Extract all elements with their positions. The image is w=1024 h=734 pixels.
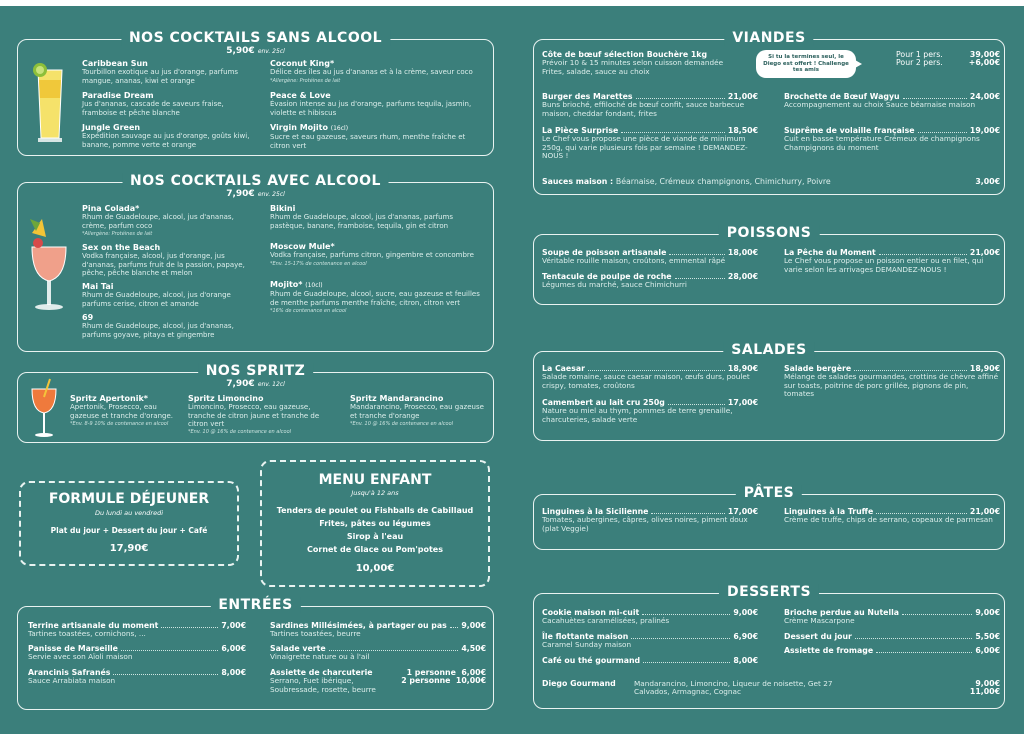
section-title: DESSERTS [719,584,819,600]
menu-item: Coconut King* Délice des îles au jus d'ananas et à la crème, saveur coco *Allergène: Protéines de lait [270,59,473,84]
salades-section [533,342,1005,441]
formule-subtitle: Du lundi au vendredi [94,509,164,517]
price-line [18,189,493,199]
menu-item: Spritz Mandarancino Mandarancino, Prosecco, eau gazeuse et tranche d'orange *Env. 10 @ 16% de contenance en alcool [350,394,484,427]
section-title: NOS COCKTAILS AVEC ALCOOL [122,173,389,189]
formule-title: FORMULE DÉJEUNER [48,491,210,507]
pink-cocktail-illustration [26,213,72,317]
menu-item: Linguines à la Truffe 21,00€ Crème de truffe, chips de serrano, copeaux de parmesan [784,507,1000,525]
viandes-section [533,30,1005,195]
menu-item: Mai Tai Rhum de Guadeloupe, alcool, jus d'orange parfums cerise, citron et amande [82,282,231,308]
menu-item: Cookie maison mi-cuit 9,00€ Cacahuètes caramélisées, pralinés [542,608,758,626]
enfant-title: MENU ENFANT [318,472,432,488]
menu-item: Soupe de poisson artisanale 18,00€ Véritable rouille maison, croûtons, emmental râpé [542,248,758,266]
section-title: SALADES [723,342,814,358]
menu-item: 69 Rhum de Guadeloupe, alcool, jus d'ananas, parfums goyave, pitaya et gingembre [82,313,234,339]
menu-item: Peace & Love Évasion intense au jus d'orange, parfums tequila, jasmin, violette et hibiscus [270,91,472,117]
enfant-line: Tenders de poulet ou Fishballs de Cabillaud [276,506,474,515]
yellow-cocktail-illustration [30,58,70,146]
desserts-section [533,584,1005,709]
menu-item: Sex on the Beach Vodka française, alcool, jus d'orange, jus d'ananas, parfums fruit de la passion, papaye, pêche, pêche blanche et melon [82,243,245,277]
price: 7,90€ [226,379,255,389]
menu-item: Linguines à la Sicilienne 17,00€ Tomates, aubergines, câpres, olives noires, piment doux (plat Veggie) [542,507,758,533]
menu-item: Bikini Rhum de Guadeloupe, alcool, jus d'ananas, parfums pastèque, banane, framboise, tequila, gin et citron [270,204,454,230]
section-title: NOS COCKTAILS SANS ALCOOL [121,30,390,46]
section-title: POISSONS [719,225,820,241]
cocktails-avec-alcool-section [17,173,494,352]
menu-item: Assiette de fromage 6,00€ [784,646,1000,655]
price-line [18,379,493,389]
menu-item: Dessert du jour 5,50€ [784,632,1000,641]
menu-item: Suprême de volaille française 19,00€ Cuit en basse température Crémeux de champignons Champignons du moment [784,126,1000,152]
menu-item: Mojito* (10cl) Rhum de Guadeloupe, alcool, sucre, eau gazeuse et feuilles de menthe parfums menthe fraîche, citron, citron vert *16% de contenance en alcool [270,280,480,314]
menu-item: Sardines Millésimées, à partager ou pas 9,00€ Tartines toastées, beurre [270,621,486,639]
cote-prices: Pour 1 pers. 39,00€ Pour 2 pers. +6,00€ [896,50,1000,68]
top-border [0,0,1024,6]
menu-item: Brioche perdue au Nutella 9,00€ Crème Mascarpone [784,608,1000,626]
entrees-section [17,597,494,710]
menu-item: Moscow Mule* Vodka française, parfums citron, gingembre et concombre *Env. 15-17% de contenance en alcool [270,242,474,267]
menu-item: La Pêche du Moment 21,00€ Le Chef vous propose un poisson entier ou en filet, qui varie selon les arrivages DEMANDEZ-NOUS ! [784,248,1000,274]
formule-price: 17,90€ [109,543,149,554]
menu-item: Arancinis Safranés 8,00€ Sauce Arrabiata maison [28,668,246,686]
sauces-line: Sauces maison : Béarnaise, Crémeux champignons, Chimichurry, Poivre 3,00€ [542,177,1000,186]
volume: env. 25cl [257,191,285,198]
formule-content: Plat du jour + Dessert du jour + Café [50,526,208,535]
menu-item: Salade verte 4,50€ Vinaigrette nature ou à l'ail [270,644,486,662]
menu-item: Virgin Mojito (16cl) Sucre et eau gazeuse, saveurs rhum, menthe fraîche et citron vert [270,123,466,150]
formule-dejeuner-box [19,481,239,566]
enfant-line: Frites, pâtes ou légumes [319,519,431,528]
volume: env. 12cl [257,381,285,388]
poissons-section [533,225,1005,305]
menu-enfant-box [260,460,490,587]
section-title: VIANDES [724,30,813,46]
menu-item: Pina Colada* Rhum de Guadeloupe, alcool, jus d'ananas, crème, parfum coco *Allergène: Protéines de lait [82,204,234,237]
menu-item: Camembert au lait cru 250g 17,00€ Nature ou miel au thym, pommes de terre grenaille, charcuteries, salade verte [542,398,758,424]
menu-item: Panisse de Marseille 6,00€ Servie avec son Aïoli maison [28,644,246,662]
price-line [18,46,493,56]
challenge-speech-bubble: Si tu la termines seul, le Diego est offert ! Challenge tes amis [756,50,856,78]
diego-gourmand: Diego Gourmand Mandarancino, Limoncino, Liqueur de noisette, Get 27 Calvados, Armagnac, Cognac 9,00€ 11,00€ [542,679,1000,697]
volume: env. 25cl [257,48,285,55]
section-title: NOS SPRITZ [198,363,314,379]
menu-item: Burger des Marettes 21,00€ Buns brioché, effiloché de bœuf confit, sauce barbecue maison, cheddar fondant, frites [542,92,758,118]
spritz-glass-illustration [26,375,62,441]
menu-item: Terrine artisanale du moment 7,00€ Tartines toastées, cornichons, ... [28,621,246,639]
menu-item: Salade bergère 18,90€ Mélange de salades gourmandes, crottins de chèvre affiné sur toasts, poitrine de porc grillée, pignons de pin, tomates [784,364,1000,399]
pates-section [533,485,1005,550]
menu-item: Brochette de Bœuf Wagyu 24,00€ Accompagnement au choix Sauce béarnaise maison [784,92,1000,110]
menu-item: Île flottante maison 6,90€ Caramel Sunday maison [542,632,758,650]
menu-item: Café ou thé gourmand 8,00€ [542,656,758,665]
menu-item: La Caesar 18,90€ Salade romaine, sauce caesar maison, œufs durs, poulet crispy, tomates, croûtons [542,364,758,390]
section-title: ENTRÉES [210,597,300,613]
menu-item: Tentacule de poulpe de roche 28,00€ Légumes du marché, sauce Chimichurri [542,272,758,290]
menu-item: Spritz Limoncino Limoncino, Prosecco, eau gazeuse, tranche de citron jaune et tranche de citron vert *Env. 10 @ 16% de contenance en alcool [188,394,320,436]
menu-item: Assiette de charcuterie 1 personne 6,00€ Serrano, Fuet ibérique, Soubressade, rosette, beurre 2 personne 10,00€ [270,668,486,694]
spritz-section [17,363,494,443]
menu-item: Paradise Dream Jus d'ananas, cascade de saveurs fraise, framboise et pêche blanche [82,91,224,117]
menu-item: Jungle Green Expédition sauvage au jus d'orange, goûts kiwi, banane, pomme verte et orange [82,123,250,149]
enfant-line: Cornet de Glace ou Pom'potes [307,545,443,554]
price: 7,90€ [226,189,255,199]
menu-item: Caribbean Sun Tourbillon exotique au jus d'orange, parfums mangue, ananas, kiwi et orange [82,59,239,85]
enfant-price: 10,00€ [355,563,395,574]
menu-item: Spritz Apertonik* Apertonik, Prosecco, eau gazeuse et tranche d'orange. *Env. 8-9 10% de contenance en alcool [70,394,174,427]
menu-item: La Pièce Surprise 18,50€ Le Chef vous propose une pièce de viande de minimum 250g, qui varie plusieurs fois par semaine ! DEMANDEZ-NOUS ! [542,126,758,161]
section-title: PÂTES [736,485,802,501]
enfant-line: Sirop à l'eau [346,532,404,541]
price: 5,90€ [226,46,255,56]
cocktails-sans-alcool-section [17,30,494,156]
enfant-subtitle: Jusqu'à 12 ans [351,489,399,497]
cote-de-boeuf: Côte de bœuf sélection Bouchère 1kg Prévoir 10 & 15 minutes selon cuisson demandée Frites, salade, sauce au choix [542,50,724,76]
